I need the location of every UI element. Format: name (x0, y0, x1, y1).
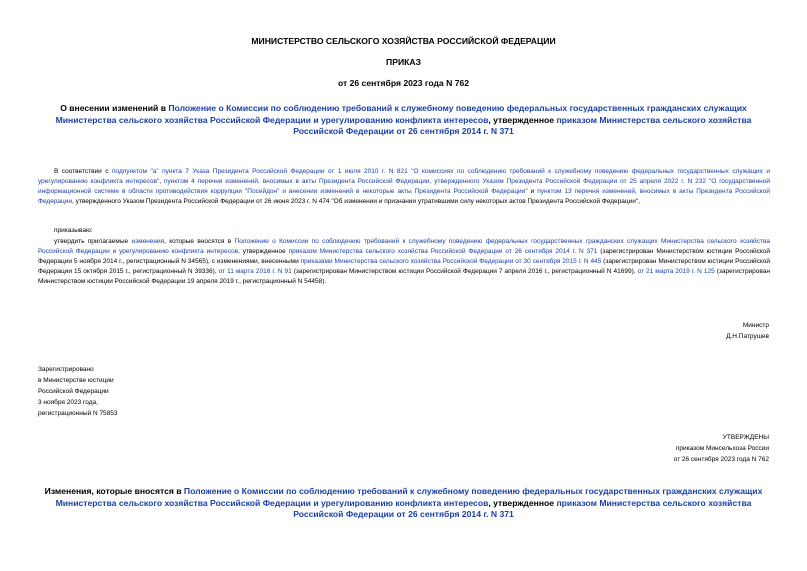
order-link-changes[interactable]: изменения (131, 238, 165, 245)
title-link-regulation[interactable]: Положение о Комиссии по соблюдению требований к служебному поведению федеральных государственных гражданских служащих Министерства сельского хозяйства Российской Федерации и урегулированию конфликта интересов (55, 103, 747, 125)
document-title (38, 103, 769, 138)
order-text-4: (зарегистрирован Министерством юстиции Российской Федерации 5 ноября 2014 г., регистрационный N 34565), с изменениями, внесенными (38, 248, 771, 265)
title-link-order-371[interactable]: приказом Министерства сельского хозяйства Российской Федерации от 26 сентября 2014 г. N 371 (293, 114, 752, 136)
signature-position: Министр (742, 322, 769, 329)
preamble-text-4: , утвержденного Указом Президента Российской Федерации от 26 июня 2023 г. N 474 "Об изменении и признании утратившими силу некоторых актов Президента Российской Федерации", (72, 198, 640, 205)
order-link-regulation[interactable]: Положение о Комиссии по соблюдению требований к служебному поведению федеральных государственных гражданских служащих Министерства сельского хозяйства Российской Федерации и урегулированию конфликта интересов (38, 238, 770, 255)
title-text-2: , утвержденное (488, 114, 557, 125)
order-link-order-371[interactable]: приказом Министерства сельского хозяйства Российской Федерации от 26 сентября 2014 г. N 371 (288, 248, 598, 255)
approval-line-2: приказом Минсельхоза России (675, 445, 769, 452)
registration-line-1: Зарегистрировано (38, 366, 94, 373)
registration-line-3: Российской Федерации (38, 388, 109, 395)
document-type: ПРИКАЗ (386, 57, 421, 67)
signature-name: Д.Н.Патрушев (726, 333, 769, 340)
order-text-7: (зарегистрирован Министерством юстиции Российской Федерации 19 апреля 2019 г., регистрационный N 54458). (38, 268, 771, 285)
registration-block (38, 364, 118, 419)
preamble-text-3: и (527, 188, 538, 195)
preamble-text-2: , (159, 178, 165, 185)
order-link-order-91[interactable]: от 11 марта 2016 г. N 91 (218, 268, 292, 275)
order-text-2: , которые вносятся в (164, 238, 235, 245)
signature-block (726, 320, 769, 342)
registration-line-4: 3 ноября 2023 года, (38, 399, 98, 406)
registration-line-2: в Министерстве юстиции (38, 377, 114, 384)
document-date-number: от 26 сентября 2023 года N 762 (337, 78, 470, 88)
ministry-heading: МИНИСТЕРСТВО СЕЛЬСКОГО ХОЗЯЙСТВА РОССИЙСКОЙ ФЕДЕРАЦИИ (251, 36, 556, 46)
changes-title-text-1: Изменения, которые вносятся в (44, 486, 184, 496)
preamble-link-decree-821[interactable]: подпунктом "а" пункта 7 Указа Президента Российской Федерации от 1 июля 2010 г. N 821 "О комиссиях по соблюдению требований к служебному поведению федеральных государственных служащих и урегулированию конфликта интересов" (38, 168, 771, 185)
title-text-1: О внесении изменений в (60, 103, 169, 113)
approval-line-3: от 26 сентября 2023 года N 762 (673, 456, 769, 463)
registration-line-5: регистрационный N 75853 (38, 410, 118, 417)
order-paragraph (38, 237, 770, 287)
order-link-order-125[interactable]: от 21 марта 2019 г. N 125 (637, 268, 715, 275)
order-text-6: (зарегистрирован Министерством юстиции Российской Федерации 7 апреля 2016 г., регистрационный N 41699), (291, 268, 638, 275)
preamble-text-1: В соответствии с (54, 168, 112, 175)
preamble-link-decree-232[interactable]: пунктом 4 перечня изменений, вносимых в акты Президента Российской Федерации, утвержденного Указом Президента Российской Федерации от 25 апреля 2022 г. N 232 "О государственной информационной системе в области противодействия коррупции "Посейдон" и внесении изменений в некоторые акты Президента Российской Федерации" (38, 178, 770, 195)
preamble-link-decree-474[interactable]: пунктом 13 перечня изменений, вносимых в акты Президента Российской Федерации (38, 188, 770, 205)
changes-title (38, 486, 769, 521)
approval-line-1: УТВЕРЖДЕНЫ (722, 434, 769, 441)
approval-block (674, 432, 769, 465)
changes-title-link-regulation[interactable]: Положение о Комиссии по соблюдению требований к служебному поведению федеральных государственных гражданских служащих Министерства сельского хозяйства Российской Федерации и урегулированию конфликта интересов (55, 486, 763, 508)
order-link-order-445[interactable]: приказами Министерства сельского хозяйства Российской Федерации от 30 сентября 2015 г. N 445 (300, 258, 602, 265)
changes-title-link-order-371[interactable]: приказом Министерства сельского хозяйства Российской Федерации от 26 сентября 2014 г. N 371 (293, 497, 752, 519)
order-word: приказываю: (54, 227, 93, 234)
changes-title-text-2: , утвержденное (488, 497, 557, 508)
order-text-1: утвердить прилагаемые (54, 238, 132, 245)
order-text-5: (зарегистрирован Министерством юстиции Российской Федерации 15 октября 2015 г., регистрационный N 39336), (38, 258, 770, 275)
order-text-3: , утвержденное (238, 248, 289, 255)
preamble-paragraph (38, 167, 770, 207)
